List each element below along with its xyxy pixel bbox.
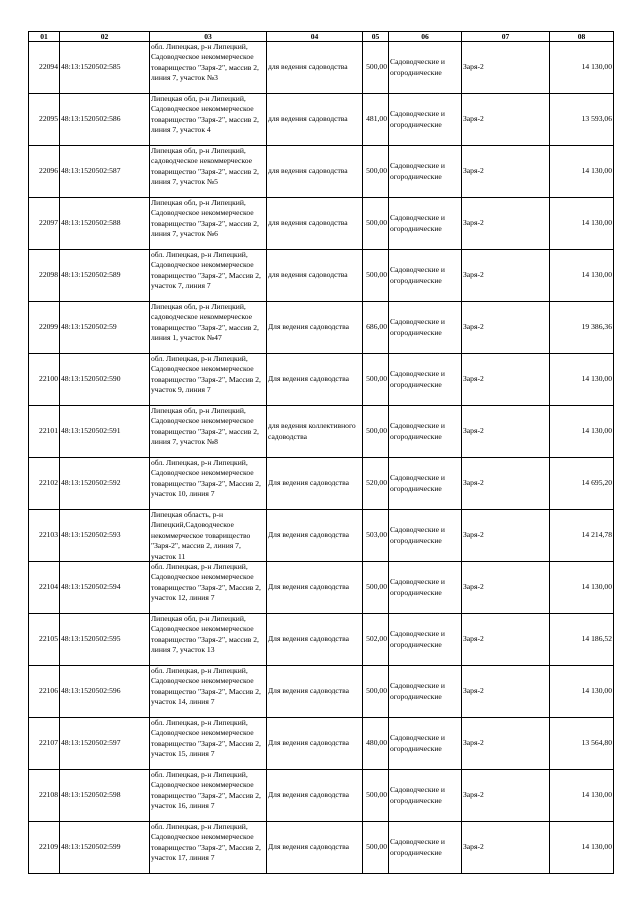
- address-cell: [150, 562, 267, 614]
- land-plot-table: [28, 31, 614, 874]
- category-cell: Садоводческие и огороднические: [389, 354, 462, 406]
- address-cell: [150, 614, 267, 666]
- area-cell: 481,00: [363, 94, 389, 146]
- cadastral-number-cell: 48:13:1520502:592: [60, 458, 150, 510]
- address-text: обл. Липецкая, р-н Липецкий, Садоводческое некоммерческое товарищество "Заря-2", массив 2, линия 7, участок №3: [151, 42, 259, 83]
- area-cell: 686,00: [363, 302, 389, 354]
- area-cell: 500,00: [363, 562, 389, 614]
- permitted-use-cell: для ведения садоводства: [267, 94, 363, 146]
- area-cell: 503,00: [363, 510, 389, 562]
- area-cell: 480,00: [363, 718, 389, 770]
- cadastral-number-cell: 48:13:1520502:596: [60, 666, 150, 718]
- record-number-cell: 22097: [29, 198, 60, 250]
- permitted-use-cell: для ведения садоводства: [267, 42, 363, 94]
- address-text: обл. Липецкая, р-н Липецкий, Садоводческое некоммерческое товарищество "Заря-2", Массив 2, участок 10, линия 7: [151, 458, 261, 499]
- header-cell-02: 02: [60, 32, 150, 42]
- record-number-cell: 22106: [29, 666, 60, 718]
- table-header-row: [29, 32, 614, 42]
- cadastral-value-cell: 14 130,00: [550, 770, 614, 822]
- area-cell: 520,00: [363, 458, 389, 510]
- table-row: [29, 94, 614, 146]
- record-number-cell: 22109: [29, 822, 60, 874]
- address-cell: [150, 250, 267, 302]
- table-row: [29, 354, 614, 406]
- table-row: [29, 770, 614, 822]
- partnership-name-cell: Заря-2: [462, 614, 550, 666]
- partnership-name-cell: Заря-2: [462, 146, 550, 198]
- area-cell: 500,00: [363, 406, 389, 458]
- document-page: [28, 31, 613, 874]
- address-cell: [150, 302, 267, 354]
- cadastral-value-cell: 14 214,78: [550, 510, 614, 562]
- permitted-use-cell: Для ведения садоводства: [267, 458, 363, 510]
- partnership-name-cell: Заря-2: [462, 458, 550, 510]
- permitted-use-cell: Для ведения садоводства: [267, 510, 363, 562]
- table-row: [29, 718, 614, 770]
- category-cell: Садоводческие и огороднические: [389, 146, 462, 198]
- record-number-cell: 22108: [29, 770, 60, 822]
- area-cell: 502,00: [363, 614, 389, 666]
- category-cell: Садоводческие и огороднические: [389, 562, 462, 614]
- cadastral-value-cell: 14 130,00: [550, 406, 614, 458]
- record-number-cell: 22100: [29, 354, 60, 406]
- cadastral-number-cell: 48:13:1520502:597: [60, 718, 150, 770]
- area-cell: 500,00: [363, 250, 389, 302]
- area-cell: 500,00: [363, 42, 389, 94]
- address-text: Липецкая обл, р-н Липецкий, Садоводческое некоммерческое товарищество "Заря-2", массив 2, линия 7, участок №6: [151, 198, 259, 239]
- record-number-cell: 22099: [29, 302, 60, 354]
- cadastral-value-cell: 14 130,00: [550, 562, 614, 614]
- partnership-name-cell: Заря-2: [462, 94, 550, 146]
- permitted-use-cell: Для ведения садоводства: [267, 562, 363, 614]
- header-cell-06: 06: [389, 32, 462, 42]
- partnership-name-cell: Заря-2: [462, 302, 550, 354]
- table-row: [29, 406, 614, 458]
- record-number-cell: 22096: [29, 146, 60, 198]
- address-cell: [150, 510, 267, 562]
- cadastral-number-cell: 48:13:1520502:598: [60, 770, 150, 822]
- area-cell: 500,00: [363, 666, 389, 718]
- record-number-cell: 22105: [29, 614, 60, 666]
- address-text: обл. Липецкая, р-н Липецкий, Садоводческое некоммерческое товарищество "Заря-2", Массив 2, участок 9, линия 7: [151, 354, 261, 395]
- table-row: [29, 302, 614, 354]
- cadastral-value-cell: 13 593,06: [550, 94, 614, 146]
- cadastral-value-cell: 14 130,00: [550, 354, 614, 406]
- record-number-cell: 22101: [29, 406, 60, 458]
- address-cell: [150, 198, 267, 250]
- address-text: обл. Липецкая, р-н Липецкий, Садоводческое некоммерческое товарищество "Заря-2", Массив 2, участок 16, линия 7: [151, 770, 261, 811]
- cadastral-number-cell: 48:13:1520502:585: [60, 42, 150, 94]
- table-row: [29, 146, 614, 198]
- permitted-use-cell: Для ведения садоводства: [267, 822, 363, 874]
- address-text: Липецкая обл, р-н Липецкий, садоводческое некоммерческое товарищество "Заря-2", массив 2, линия 7, участок №5: [151, 146, 259, 187]
- record-number-cell: 22095: [29, 94, 60, 146]
- record-number-cell: 22098: [29, 250, 60, 302]
- partnership-name-cell: Заря-2: [462, 406, 550, 458]
- address-cell: [150, 822, 267, 874]
- category-cell: Садоводческие и огороднические: [389, 198, 462, 250]
- table-row: [29, 42, 614, 94]
- partnership-name-cell: Заря-2: [462, 42, 550, 94]
- permitted-use-cell: Для ведения садоводства: [267, 770, 363, 822]
- address-text: Липецкая обл, р-н Липецкий, Садоводческое некоммерческое товарищество "Заря-2", массив 2, линия 7, участок 4: [151, 94, 259, 135]
- address-cell: [150, 770, 267, 822]
- record-number-cell: 22107: [29, 718, 60, 770]
- address-text: Липецкая обл, р-н Липецкий, Садоводческое некоммерческое товарищество "Заря-2", массив 2, линия 7, участок 13: [151, 614, 259, 655]
- cadastral-value-cell: 14 130,00: [550, 198, 614, 250]
- area-cell: 500,00: [363, 354, 389, 406]
- category-cell: Садоводческие и огороднические: [389, 510, 462, 562]
- category-cell: Садоводческие и огороднические: [389, 42, 462, 94]
- address-cell: [150, 666, 267, 718]
- permitted-use-cell: Для ведения садоводства: [267, 718, 363, 770]
- category-cell: Садоводческие и огороднические: [389, 406, 462, 458]
- partnership-name-cell: Заря-2: [462, 354, 550, 406]
- area-cell: 500,00: [363, 198, 389, 250]
- record-number-cell: 22102: [29, 458, 60, 510]
- address-cell: [150, 42, 267, 94]
- partnership-name-cell: Заря-2: [462, 198, 550, 250]
- category-cell: Садоводческие и огороднические: [389, 770, 462, 822]
- table-body: [29, 42, 614, 874]
- address-text: Липецкая обл, р-н Липецкий, садоводческое некоммерческое товарищество "Заря-2", массив 2, линия 1, участок №47: [151, 302, 259, 343]
- cadastral-number-cell: 48:13:1520502:594: [60, 562, 150, 614]
- permitted-use-cell: для ведения садоводства: [267, 250, 363, 302]
- cadastral-value-cell: 14 186,52: [550, 614, 614, 666]
- category-cell: Садоводческие и огороднические: [389, 822, 462, 874]
- record-number-cell: 22104: [29, 562, 60, 614]
- header-cell-04: 04: [267, 32, 363, 42]
- cadastral-number-cell: 48:13:1520502:586: [60, 94, 150, 146]
- cadastral-number-cell: 48:13:1520502:587: [60, 146, 150, 198]
- header-cell-05: 05: [363, 32, 389, 42]
- cadastral-value-cell: 14 130,00: [550, 822, 614, 874]
- record-number-cell: 22103: [29, 510, 60, 562]
- address-cell: [150, 146, 267, 198]
- header-cell-01: 01: [29, 32, 60, 42]
- cadastral-value-cell: 14 130,00: [550, 146, 614, 198]
- partnership-name-cell: Заря-2: [462, 666, 550, 718]
- category-cell: Садоводческие и огороднические: [389, 250, 462, 302]
- address-text: обл. Липецкая, р-н Липецкий, Садоводческое некоммерческое товарищество "Заря-2", Массив 2, участок 7, линия 7: [151, 250, 261, 291]
- cadastral-value-cell: 14 130,00: [550, 666, 614, 718]
- partnership-name-cell: Заря-2: [462, 770, 550, 822]
- table-row: [29, 458, 614, 510]
- permitted-use-cell: Для ведения садоводства: [267, 666, 363, 718]
- address-cell: [150, 458, 267, 510]
- address-cell: [150, 354, 267, 406]
- permitted-use-cell: для ведения садоводства: [267, 146, 363, 198]
- partnership-name-cell: Заря-2: [462, 562, 550, 614]
- cadastral-value-cell: 14 695,20: [550, 458, 614, 510]
- cadastral-number-cell: 48:13:1520502:591: [60, 406, 150, 458]
- address-text: Липецкая обл, р-н Липецкий, Садоводческое некоммерческое товарищество "Заря-2", массив 2, линия 7, участок №8: [151, 406, 259, 447]
- header-cell-03: 03: [150, 32, 267, 42]
- header-cell-07: 07: [462, 32, 550, 42]
- category-cell: Садоводческие и огороднические: [389, 666, 462, 718]
- header-cell-08: 08: [550, 32, 614, 42]
- partnership-name-cell: Заря-2: [462, 250, 550, 302]
- partnership-name-cell: Заря-2: [462, 822, 550, 874]
- category-cell: Садоводческие и огороднические: [389, 94, 462, 146]
- address-cell: [150, 718, 267, 770]
- record-number-cell: 22094: [29, 42, 60, 94]
- category-cell: Садоводческие и огороднические: [389, 458, 462, 510]
- partnership-name-cell: Заря-2: [462, 510, 550, 562]
- partnership-name-cell: Заря-2: [462, 718, 550, 770]
- address-cell: [150, 406, 267, 458]
- cadastral-number-cell: 48:13:1520502:599: [60, 822, 150, 874]
- area-cell: 500,00: [363, 770, 389, 822]
- area-cell: 500,00: [363, 146, 389, 198]
- table-row: [29, 250, 614, 302]
- category-cell: Садоводческие и огороднические: [389, 302, 462, 354]
- permitted-use-cell: Для ведения садоводства: [267, 302, 363, 354]
- cadastral-number-cell: 48:13:1520502:588: [60, 198, 150, 250]
- cadastral-value-cell: 14 130,00: [550, 42, 614, 94]
- cadastral-value-cell: 19 386,36: [550, 302, 614, 354]
- cadastral-number-cell: 48:13:1520502:593: [60, 510, 150, 562]
- address-cell: [150, 94, 267, 146]
- address-text: обл. Липецкая, р-н Липецкий, Садоводческое некоммерческое товарищество "Заря-2", Массив 2, участок 14, линия 7: [151, 666, 261, 707]
- table-row: [29, 198, 614, 250]
- cadastral-number-cell: 48:13:1520502:595: [60, 614, 150, 666]
- table-row: [29, 562, 614, 614]
- cadastral-value-cell: 14 130,00: [550, 250, 614, 302]
- table-row: [29, 510, 614, 562]
- area-cell: 500,00: [363, 822, 389, 874]
- permitted-use-cell: для ведения коллективного садоводства: [267, 406, 363, 458]
- category-cell: Садоводческие и огороднические: [389, 718, 462, 770]
- table-row: [29, 822, 614, 874]
- address-text: обл. Липецкая, р-н Липецкий, Садоводческое некоммерческое товарищество "Заря-2", Массив 2, участок 12, линия 7: [151, 562, 261, 603]
- permitted-use-cell: для ведения садоводства: [267, 198, 363, 250]
- address-text: Липецкая область, р-н Липецкий,Садоводческое некоммерческое товарищество "Заря-2", массив 2, линия 7, участок 11: [151, 510, 251, 561]
- cadastral-number-cell: 48:13:1520502:59: [60, 302, 150, 354]
- category-cell: Садоводческие и огороднические: [389, 614, 462, 666]
- address-text: обл. Липецкая, р-н Липецкий, Садоводческое некоммерческое товарищество "Заря-2", Массив 2, участок 17, линия 7: [151, 822, 261, 863]
- cadastral-number-cell: 48:13:1520502:590: [60, 354, 150, 406]
- cadastral-number-cell: 48:13:1520502:589: [60, 250, 150, 302]
- cadastral-value-cell: 13 564,80: [550, 718, 614, 770]
- table-row: [29, 614, 614, 666]
- permitted-use-cell: Для ведения садоводства: [267, 354, 363, 406]
- permitted-use-cell: Для ведения садоводства: [267, 614, 363, 666]
- table-row: [29, 666, 614, 718]
- address-text: обл. Липецкая, р-н Липецкий, Садоводческое некоммерческое товарищество "Заря-2", Массив 2, участок 15, линия 7: [151, 718, 261, 759]
